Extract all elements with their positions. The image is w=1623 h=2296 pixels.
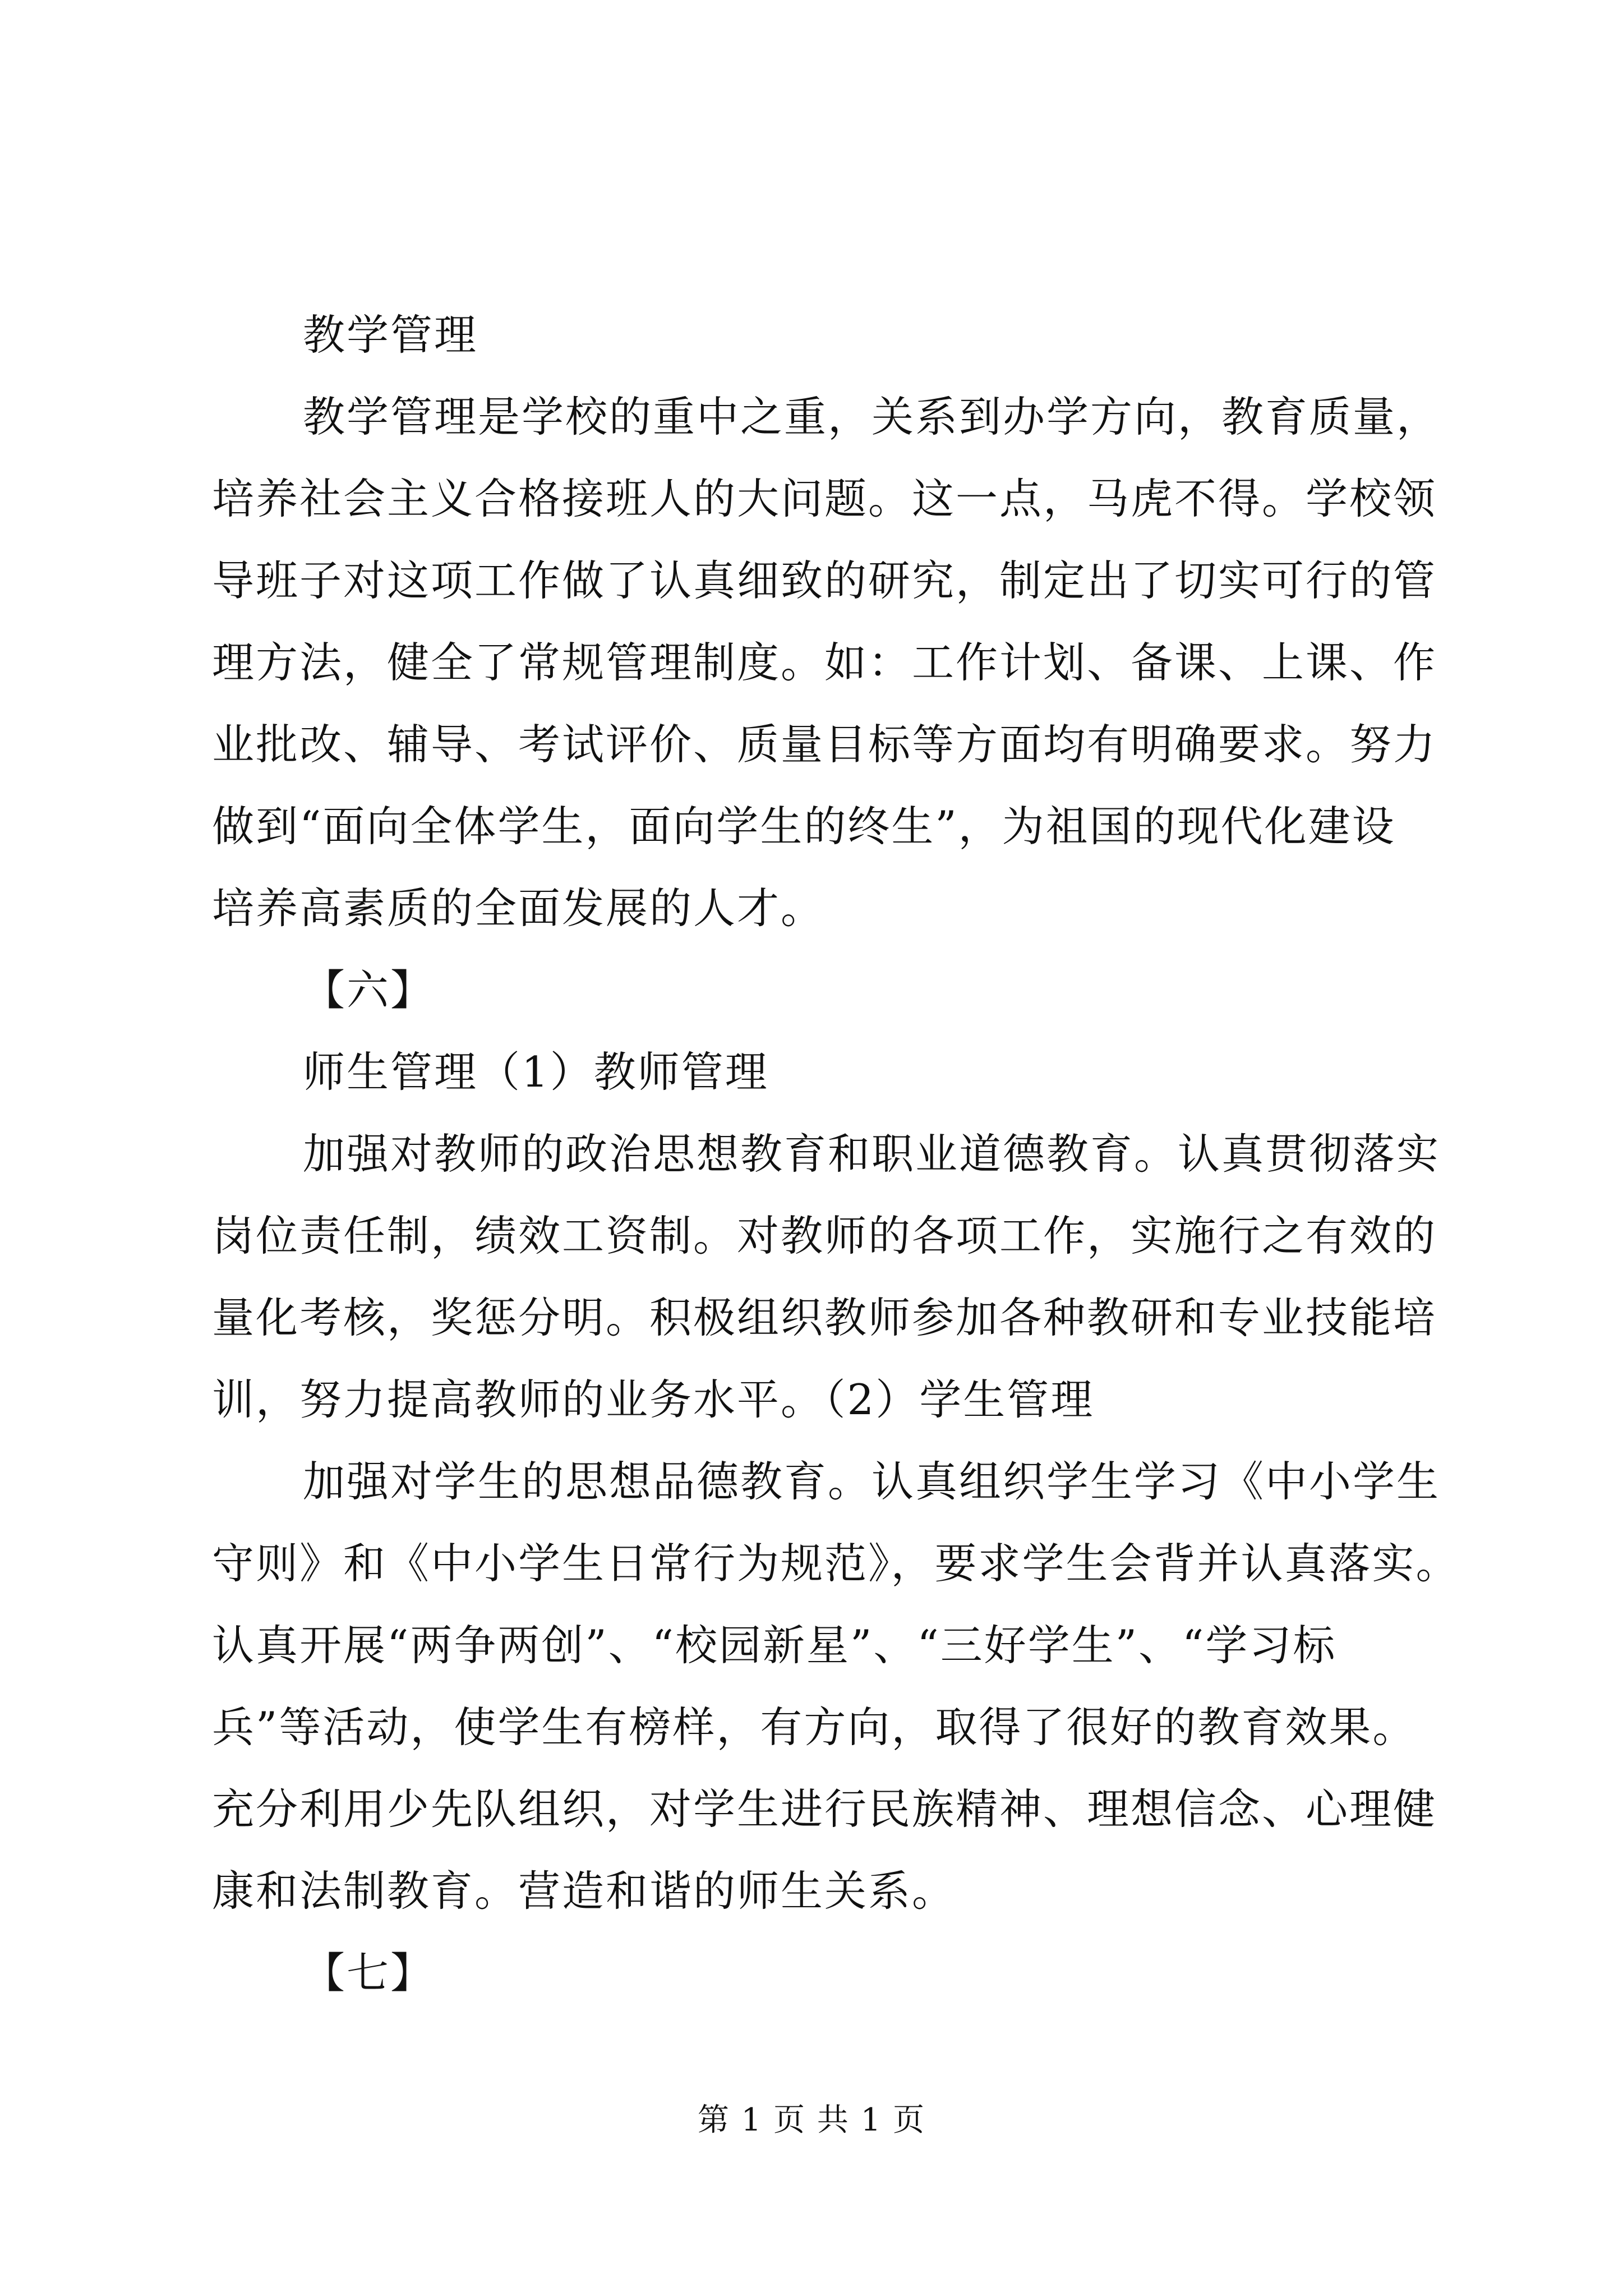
paragraph-line: 量化考核，奖惩分明。积极组织教师参加各种教研和专业技能培 bbox=[212, 1293, 1437, 1342]
paragraph-line: 培养高素质的全面发展的人才。 bbox=[212, 884, 825, 933]
paragraph-line: 康和法制教育。营造和谐的师生关系。 bbox=[212, 1866, 956, 1916]
paragraph-line: 教学管理是学校的重中之重，关系到办学方向，教育质量， bbox=[303, 392, 1441, 441]
section-heading-teacher-student-management: 师生管理（1）教师管理 bbox=[303, 1047, 769, 1097]
section-marker-seven: 【七】 bbox=[303, 1948, 435, 1998]
page-footer: 第 1 页 共 1 页 bbox=[697, 2102, 926, 2138]
document-body bbox=[212, 294, 1460, 2014]
paragraph-line: 加强对教师的政治思想教育和职业道德教育。认真贯彻落实 bbox=[303, 1129, 1441, 1179]
paragraph-line: 充分利用少先队组织，对学生进行民族精神、理想信念、心理健 bbox=[212, 1784, 1437, 1834]
paragraph-line: 兵”等活动，使学生有榜样，有方向，取得了很好的教育效果。 bbox=[212, 1703, 1417, 1752]
paragraph-line: 理方法，健全了常规管理制度。如：工作计划、备课、上课、作 bbox=[212, 638, 1437, 687]
paragraph-line: 认真开展“两争两创”、“校园新星”、“三好学生”、“学习标 bbox=[212, 1621, 1337, 1670]
paragraph-line: 训，努力提高教师的业务水平。（2）学生管理 bbox=[212, 1375, 1095, 1424]
section-marker-six: 【六】 bbox=[303, 965, 435, 1015]
paragraph-line: 导班子对这项工作做了认真细致的研究，制定出了切实可行的管 bbox=[212, 556, 1437, 605]
paragraph-line: 岗位责任制，绩效工资制。对教师的各项工作，实施行之有效的 bbox=[212, 1211, 1437, 1260]
paragraph-line: 加强对学生的思想品德教育。认真组织学生学习《中小学生 bbox=[303, 1457, 1441, 1506]
paragraph-line: 守则》和《中小学生日常行为规范》，要求学生会背并认真落实。 bbox=[212, 1539, 1460, 1588]
paragraph-line: 业批改、辅导、考试评价、质量目标等方面均有明确要求。努力 bbox=[212, 720, 1437, 769]
section-heading-teaching-management: 教学管理 bbox=[303, 310, 478, 360]
paragraph-line: 做到“面向全体学生，面向学生的终生”，为祖国的现代化建设 bbox=[212, 802, 1396, 851]
paragraph-line: 培养社会主义合格接班人的大问题。这一点，马虎不得。学校领 bbox=[212, 474, 1437, 523]
